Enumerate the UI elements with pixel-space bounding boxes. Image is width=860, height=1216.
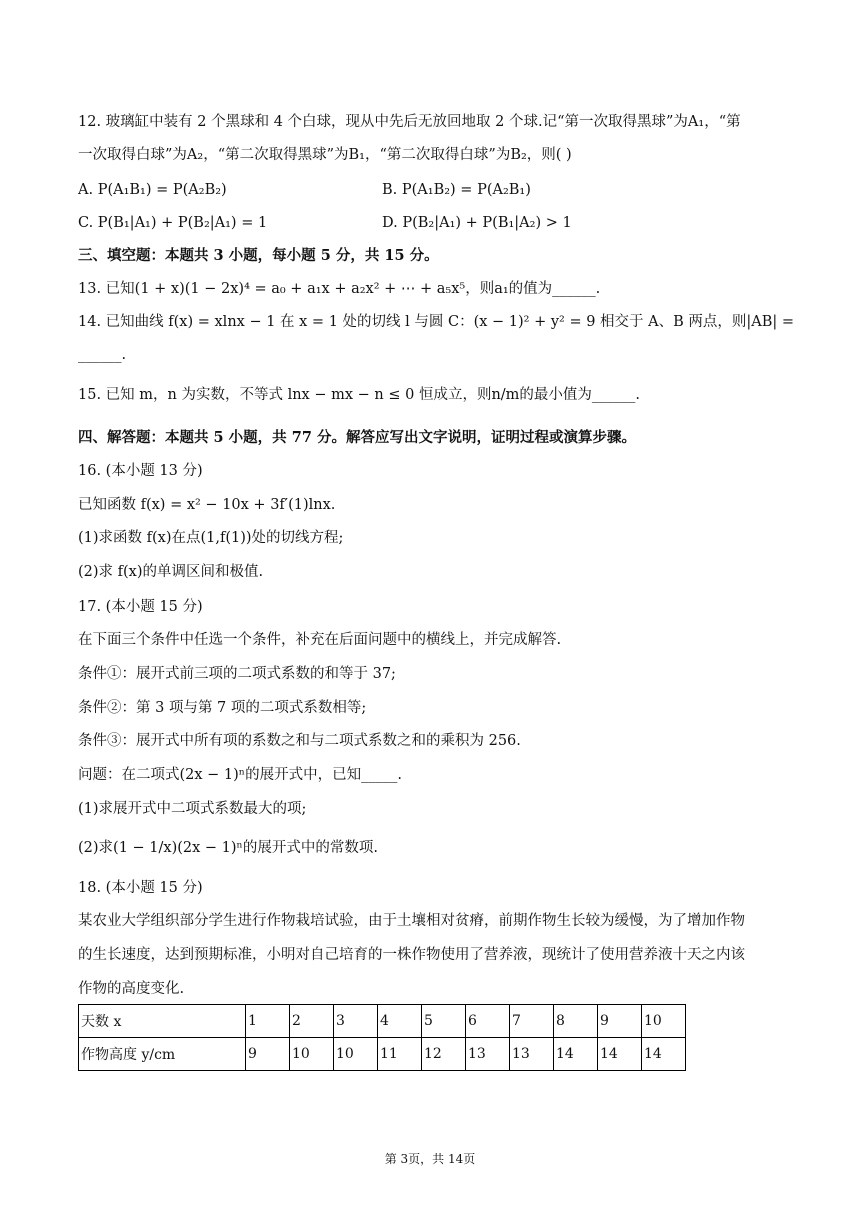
table-row-label-height: 作物高度 y/cm [79,1038,246,1071]
table-cell: 5 [422,1005,466,1038]
table-row-label-days: 天数 x [79,1005,246,1038]
q17-condition-3: 条件③：展开式中所有项的系数之和与二项式系数之和的乘积为 256. [78,733,521,749]
table-cell: 13 [466,1038,510,1071]
table-cell: 6 [466,1005,510,1038]
q14-line2: ______. [78,347,127,363]
q12-option-a: A. P(A₁B₁) = P(A₂B₂) [78,182,227,198]
table-cell: 4 [378,1005,422,1038]
q14-line1: 14. 已知曲线 f(x) = xlnx − 1 在 x = 1 处的切线 l 与圆 C：(x − 1)² + y² = 9 相交于 A、B 两点，则|AB| = [78,314,795,330]
q16-part1: (1)求函数 f(x)在点(1,f(1))处的切线方程; [78,530,344,546]
q16-heading: 16. (本小题 13 分) [78,463,203,479]
q16-stem: 已知函数 f(x) = x² − 10x + 3f′(1)lnx. [78,497,336,513]
table-cell: 10 [334,1038,378,1071]
q17-part2: (2)求(1 − 1/x)(2x − 1)ⁿ的展开式中的常数项. [78,840,378,856]
table-cell: 14 [598,1038,642,1071]
section-3-heading: 三、填空题：本题共 3 小题，每小题 5 分，共 15 分。 [78,247,439,264]
table-cell: 9 [598,1005,642,1038]
table-cell: 9 [246,1038,290,1071]
q17-heading: 17. (本小题 15 分) [78,599,203,615]
q12-line2: 一次取得白球”为A₂，“第二次取得黑球”为B₁，“第二次取得白球”为B₂，则( ) [78,147,572,163]
q12-line1: 12. 玻璃缸中装有 2 个黑球和 4 个白球，现从中先后无放回地取 2 个球.记“第一次取得黑球”为A₁，“第 [78,114,741,130]
table-cell: 12 [422,1038,466,1071]
table-cell: 14 [642,1038,686,1071]
q17-stem: 在下面三个条件中任选一个条件，补充在后面问题中的横线上，并完成解答. [78,632,562,648]
q12-option-b: B. P(A₁B₂) = P(A₂B₁) [382,182,531,198]
table-cell: 7 [510,1005,554,1038]
q17-condition-2: 条件②：第 3 项与第 7 项的二项式系数相等; [78,700,367,716]
q18-line3: 作物的高度变化. [78,981,185,997]
table-cell: 14 [554,1038,598,1071]
q12-option-d: D. P(B₂|A₁) + P(B₁|A₂) > 1 [382,215,572,231]
q17-condition-1: 条件①：展开式前三项的二项式系数的和等于 37; [78,666,396,682]
table-cell: 1 [246,1005,290,1038]
q15: 15. 已知 m，n 为实数，不等式 lnx − mx − n ≤ 0 恒成立，则n/m的最小值为______. [78,387,641,403]
page-footer: 第 3页，共 14页 [384,1152,476,1166]
table-row [79,1038,686,1071]
q17-question: 问题：在二项式(2x − 1)ⁿ的展开式中，已知_____. [78,767,402,783]
table-cell: 11 [378,1038,422,1071]
q17-part1: (1)求展开式中二项式系数最大的项; [78,801,307,817]
table-cell: 10 [290,1038,334,1071]
q13: 13. 已知(1 + x)(1 − 2x)⁴ = a₀ + a₁x + a₂x² + ⋯ + a₅x⁵，则a₁的值为______. [78,281,601,297]
q18-heading: 18. (本小题 15 分) [78,880,203,896]
table-cell: 13 [510,1038,554,1071]
growth-table [78,1004,686,1071]
q18-line1: 某农业大学组织部分学生进行作物栽培试验，由于土壤相对贫瘠，前期作物生长较为缓慢，为了增加作物 [78,913,745,929]
table-cell: 8 [554,1005,598,1038]
q12-option-c: C. P(B₁|A₁) + P(B₂|A₁) = 1 [78,215,268,231]
q18-line2: 的生长速度，达到预期标准，小明对自己培育的一株作物使用了营养液，现统计了使用营养液十天之内该 [78,947,745,963]
q16-part2: (2)求 f(x)的单调区间和极值. [78,564,264,580]
table-cell: 3 [334,1005,378,1038]
section-4-heading: 四、解答题：本题共 5 小题，共 77 分。解答应写出文字说明，证明过程或演算步骤。 [78,429,636,446]
table-cell: 2 [290,1005,334,1038]
table-row [79,1005,686,1038]
table-cell: 10 [642,1005,686,1038]
